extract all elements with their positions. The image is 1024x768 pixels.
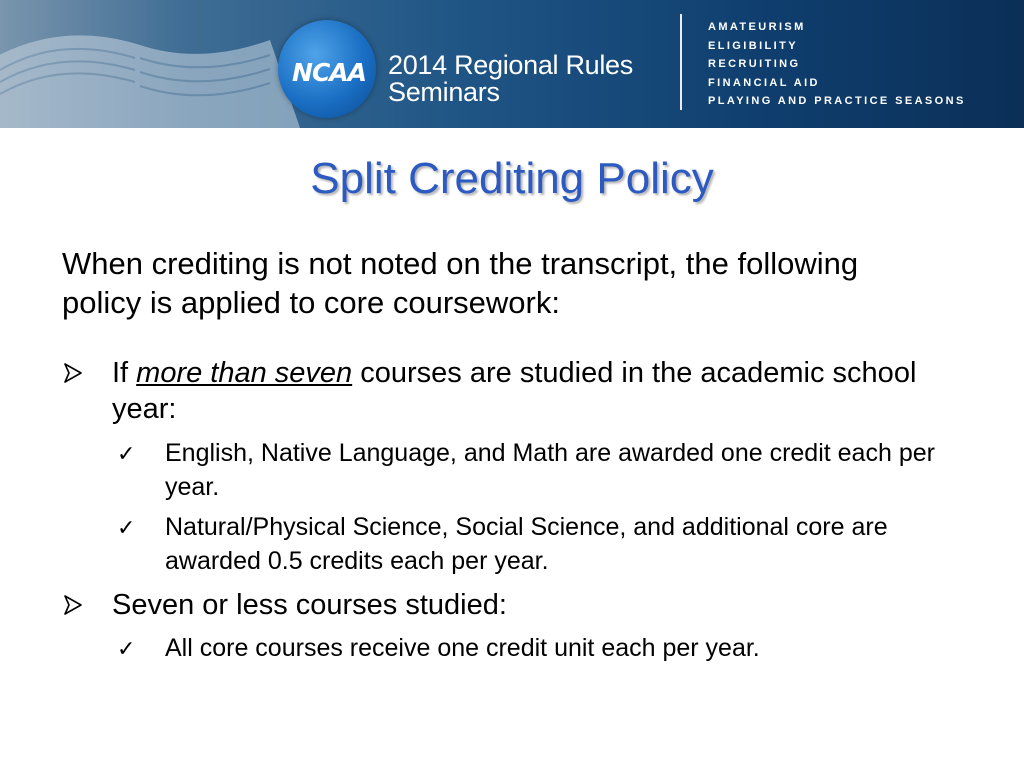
sub-bullet-text: All core courses receive one credit unit each per year. <box>165 634 760 662</box>
seminar-title-line-2: Seminars <box>388 77 500 107</box>
checkmark-icon: ✓ <box>117 637 136 662</box>
sub-bullet-english-math <box>117 436 975 504</box>
checkmark-icon: ✓ <box>117 516 136 541</box>
arrow-bullet-icon <box>62 362 84 384</box>
sub-bullet-text: Natural/Physical Science, Social Science, and additional core are awarded 0.5 credits each per year. <box>165 513 888 575</box>
topic-item: ELIGIBILITY <box>708 39 798 52</box>
topic-item: PLAYING AND PRACTICE SEASONS <box>708 95 966 107</box>
sub-bullet-text: English, Native Language, and Math are awarded one credit each per year. <box>165 439 935 501</box>
topic-item: FINANCIAL AID <box>708 76 820 89</box>
banner-divider <box>680 14 682 110</box>
sub-bullet-science <box>117 510 975 578</box>
slide-title: Split Crediting Policy <box>310 154 714 203</box>
intro-paragraph: When crediting is not noted on the transcript, the following policy is applied to core coursework: <box>62 246 859 320</box>
bullet-more-than-seven <box>112 355 972 427</box>
open-book-image <box>0 0 300 128</box>
bullet-seven-or-less <box>112 587 972 623</box>
seminar-title-line-1: 2014 Regional Rules <box>388 50 633 80</box>
arrow-bullet-icon <box>62 594 84 616</box>
seminar-banner <box>0 0 1024 128</box>
bullet-emphasis: more than seven <box>136 357 353 389</box>
topic-list <box>708 18 966 111</box>
topic-item: AMATEURISM <box>708 21 806 33</box>
seminar-title <box>388 52 633 106</box>
sub-bullet-all-core <box>117 631 975 665</box>
topic-item: RECRUITING <box>708 58 801 70</box>
bullet-text: Seven or less courses studied: <box>112 589 507 621</box>
checkmark-icon: ✓ <box>117 442 136 467</box>
bullet-suffix: courses are studied in the academic school year: <box>112 357 917 425</box>
bullet-prefix: If <box>112 357 137 389</box>
ncaa-logo: NCAA <box>292 58 366 87</box>
